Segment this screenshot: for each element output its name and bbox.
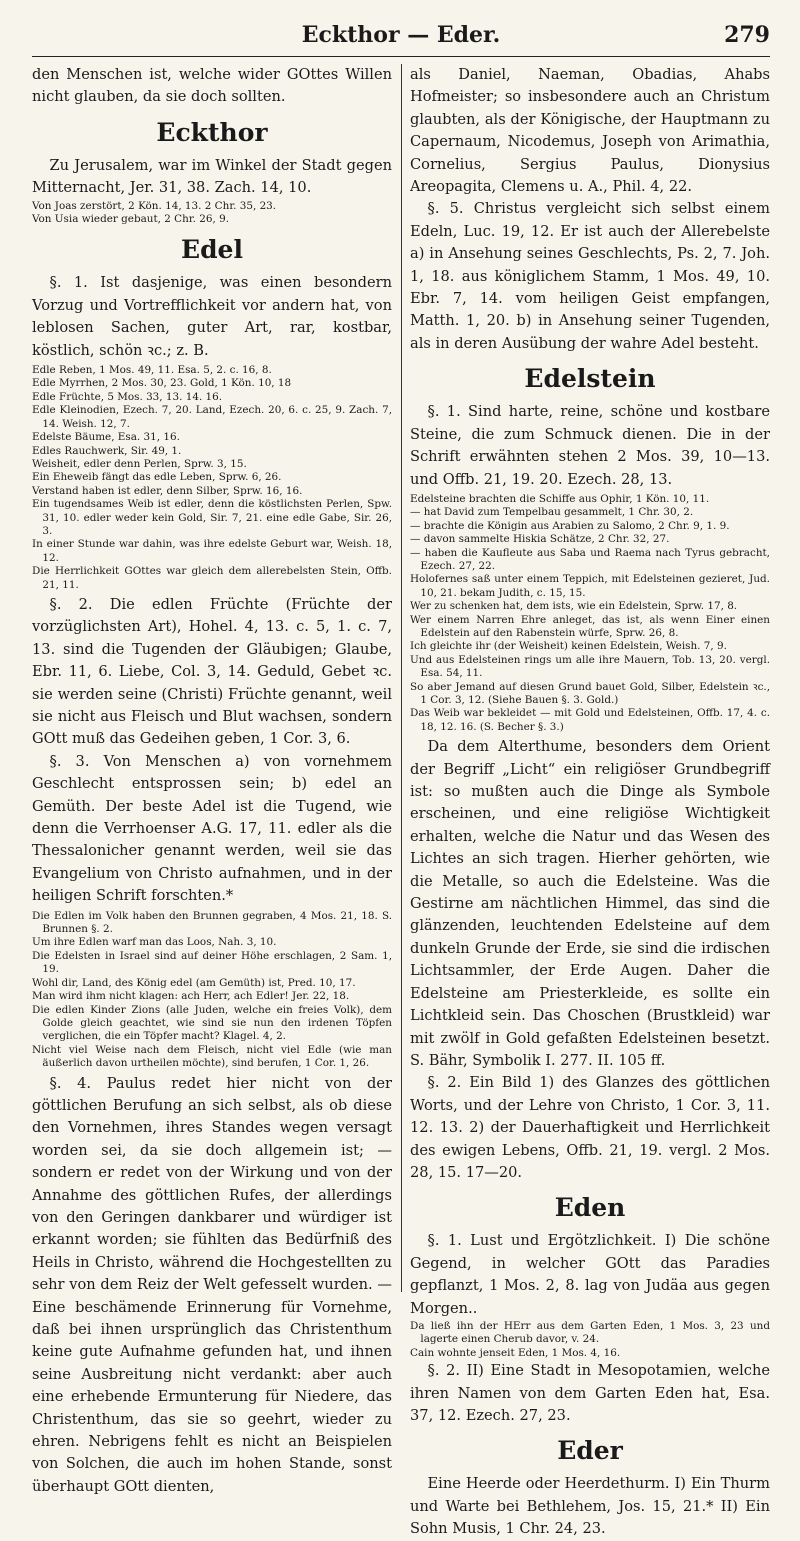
edel-ref: Edle Myrrhen, 2 Mos. 30, 23. Gold, 1 Kön. 10, 18 (32, 377, 292, 390)
edel-ref: Wohl dir, Land, des König edel (am Gemüth) ist, Pred. 10, 17. (32, 976, 356, 989)
eden-paragraph-2: §. 2. II) Eine Stadt in Mesopotamien, welche ihren Namen von dem Garten Eden hat, Esa. 37, 12. Ezech. 27, 23. (410, 1362, 770, 1424)
edelstein-ref: Und aus Edelsteinen rings um alle ihre Mauern, Tob. 13, 20. vergl. Esa. 54, 11. (410, 653, 770, 680)
entry-heading-edelstein: Edelstein (524, 364, 656, 394)
left-column (32, 64, 392, 1541)
edelstein-main-paragraph: Da dem Alterthume, besonders dem Orient der Begriff „Licht“ ein religiöser Grundbegriff ist: so mußten auch die Dinge als Symbole erscheinen, und eine religiöse Wichtigkeit erhalten, welche die Natur und das Wesen des Lichtes an sich tragen. Hierher gehörten, wie die Metalle, so auch die Edelsteine. Was die Gestirne am nächtlichen Himmel, das sind die glänzenden, leuchtenden Edelsteine auf dem dunkeln Grunde der Erde, sie sind die irdischen Lichtsammler, der Erde Augen. Daher die Edelsteine am Priesterkleide, es sollte ein Lichtkleid sein. Das Choschen (Brustkleid) war mit zwölf in Gold gefaßten Edelsteinen besetzt. S. Bähr, Symbolik I. 277. II. 105 ff. (410, 738, 770, 1069)
edel-ref: Ein Eheweib fängt das edle Leben, Sprw. 6, 26. (32, 471, 282, 484)
edel-ref: Die Herrlichkeit GOttes war gleich dem allerebelsten Stein, Offb. 21, 11. (32, 565, 392, 591)
edel-paragraph-4: §. 4. Paulus redet hier nicht von der göttlichen Berufung an sich selbst, als ob diese den Vornehmen, ihres Standes wegen versagt worden sei, da sie doch allgemein ist; — sondern er redet von der Wirkung und von der Annahme des göttlichen Rufes, der allerdings von den Geringen dankbarer und würdiger ist erkannt worden; sie fühlten das Bedürfniß des Heils in Christo, während die Hochgestellten zu sehr von dem Reiz der Welt gefesselt wurden. — Eine beschämende Erinnerung für Vornehme, daß bei ihnen ursprünglich das Christenthum keine gute Aufnahme gefunden hat, und ihnen seine Ausbreitung nicht verdankt: aber auch eine erhebende Ermunterung für Niedere, das Christenthum, das sie so geehrt, wieder zu ehren. Nebrigens fehlt es nicht an Beispielen von Solchen, die auch im hohen Stande, sonst überhaupt GOtt dienten, (32, 1074, 392, 1495)
edel-ref: Weisheit, edler denn Perlen, Sprw. 3, 15. (32, 457, 247, 470)
edelstein-paragraph-1: §. 1. Sind harte, reine, schöne und kostbare Steine, die zum Schmuck dienen. Die in der Schrift erwähnten stehen 2 Mos. 39, 10—13. und Offb. 21, 19. 20. Ezech. 28, 13. (410, 403, 770, 488)
eden-ref: Cain wohnte jenseit Eden, 1 Mos. 4, 16. (410, 1346, 621, 1359)
edel-ref: Edle Kleinodien, Ezech. 7, 20. Land, Ezech. 20, 6. c. 25, 9. Zach. 7, 14. Weish. 12, 7. (32, 404, 392, 430)
eckthor-text: Zu Jerusalem, war im Winkel der Stadt gegen Mitternacht, Jer. 31, 38. Zach. 14, 10. (32, 156, 392, 197)
entry-heading-eden: Eden (554, 1193, 626, 1223)
page-number: 279 (724, 22, 770, 48)
edel-ref: Um ihre Edlen warf man das Loos, Nah. 3, 10. (32, 936, 277, 949)
eden-paragraph-1: §. 1. Lust und Ergötzlichkeit. I) Die schöne Gegend, in welcher GOtt das Paradies gepflanzt, 1 Mos. 2, 8. lag von Judäa aus gegen Morgen.. (410, 1232, 770, 1317)
edel-ref: Die Edlen im Volk haben den Brunnen gegraben, 4 Mos. 21, 18. S. Brunnen §. 2. (32, 909, 392, 936)
eckthor-ref: Von Usia wieder gebaut, 2 Chr. 26, 9. (32, 213, 229, 226)
continued-paragraph: den Menschen ist, welche wider GOttes Willen nicht glauben, da sie doch sollten. (32, 66, 392, 106)
edel-ref: Ein tugendsames Weib ist edler, denn die köstlichsten Perlen, Spw. 31, 10. edler weder kein Gold, Sir. 7, 21. eine edle Gabe, Sir. 26, 3. (32, 498, 392, 537)
edelstein-ref: — haben die Kaufleute aus Saba und Raema nach Tyrus gebracht, Ezech. 27, 22. (410, 546, 770, 572)
edel-ref: Die Edelsten in Israel sind auf deiner Höhe erschlagen, 2 Sam. 1, 19. (32, 949, 392, 976)
edel-ref: Man wird ihm nicht klagen: ach Herr, ach Edler! Jer. 22, 18. (32, 990, 350, 1003)
right-column (410, 64, 770, 1541)
edelstein-ref: — brachte die Königin aus Arabien zu Salomo, 2 Chr. 9, 1. 9. (410, 519, 730, 532)
edelstein-ref: So aber Jemand auf diesen Grund bauet Gold, Silber, Edelstein ꝛc., 1 Cor. 3, 12. (Siehe Bauen §. 3. Gold.) (410, 680, 770, 706)
edelstein-paragraph-2: §. 2. Ein Bild 1) des Glanzes des göttlichen Worts, und der Lehre von Christo, 1 Cor. 3, 11. 12. 13. 2) der Dauerhaftigkeit und Herrlichkeit des ewigen Lebens, Offb. 21, 19. vergl. 2 Mos. 28, 15. 17—20. (410, 1074, 770, 1181)
edel-ref: Edle Früchte, 5 Mos. 33, 13. 14. 16. (32, 390, 223, 403)
edel-ref: Die edlen Kinder Zions (alle Juden, welche ein freies Volk), dem Golde gleich geachtet, wie sind sie nun den irdenen Töpfen verglichen, die ein Töpfer macht? Klagel. 4, 2. (32, 1003, 392, 1043)
edelstein-ref: Holofernes saß unter einem Teppich, mit Edelsteinen gezieret, Jud. 10, 21. bekam Judith, c. 15, 15. (410, 573, 770, 599)
edel-ref: Edles Rauchwerk, Sir. 49, 1. (32, 444, 182, 457)
edelstein-ref: Edelsteine brachten die Schiffe aus Ophir, 1 Kön. 10, 11. (410, 492, 710, 505)
edel-paragraph-3: §. 3. Von Menschen a) von vornehmem Geschlecht entsprossen sein; b) edel an Gemüth. Der beste Adel ist die Tugend, wie denn die Verrhoenser A.G. 17, 11. edler als die Thessalonicher genannt werden, weil sie das Evangelium von Christo aufnahmen, und in der heiligen Schrift forschten.* (32, 752, 392, 905)
edel-paragraph-2: §. 2. Die edlen Früchte (Früchte der vorzüglichsten Art), Hohel. 4, 13. c. 5, 1. c. 7, 13. sind die Tugenden der Gläubigen; Glaube, Ebr. 11, 6. Liebe, Col. 3, 14. Geduld, Gebet ꝛc. sie werden seine (Christi) Früchte genannt, weil sie nicht aus Fleisch und Blut wachsen, sondern GOtt muß das Gedeihen geben, 1 Cor. 3, 6. (32, 595, 392, 748)
edelstein-ref: Wer einem Narren Ehre anleget, das ist, als wenn Einer einen Edelstein auf den Rabenstein würfe, Sprw. 26, 8. (410, 613, 770, 639)
edel-ref: Nicht viel Weise nach dem Fleisch, nicht viel Edle (wie man äußerlich davon urtheilen möchte), sind berufen, 1 Cor. 1, 26. (32, 1043, 392, 1070)
eden-ref: Da ließ ihn der HErr aus dem Garten Eden, 1 Mos. 3, 23 und lagerte einen Cherub davor, v. 24. (410, 1319, 770, 1346)
edelstein-ref: Wer zu schenken hat, dem ists, wie ein Edelstein, Sprw. 17, 8. (410, 600, 738, 613)
edelstein-ref: Das Weib war bekleidet — mit Gold und Edelsteinen, Offb. 17, 4. c. 18, 12. 16. (S. Becher §. 3.) (410, 707, 770, 733)
entry-heading-eckthor: Eckthor (156, 117, 268, 147)
two-column-body (32, 64, 770, 1541)
edel-ref: Edle Reben, 1 Mos. 49, 11. Esa. 5, 2. c. 16, 8. (32, 364, 272, 377)
running-title: Eckthor — Eder. (301, 22, 501, 48)
edelstein-ref: — hat David zum Tempelbau gesammelt, 1 Chr. 30, 2. (410, 506, 694, 519)
edel-paragraph-1: §. 1. Ist dasjenige, was einen besondern Vorzug und Vortrefflichkeit vor andern hat, von leblosen Sachen, guter Art, rar, kostbar, köstlich, schön ꝛc.; z. B. (32, 274, 392, 359)
entry-heading-eder: Eder (557, 1436, 623, 1466)
edelstein-ref: Ich gleichte ihr (der Weisheit) keinen Edelstein, Weish. 7, 9. (410, 640, 727, 653)
edel-ref: Verstand haben ist edler, denn Silber, Sprw. 16, 16. (32, 484, 303, 497)
continued-paragraph: als Daniel, Naeman, Obadias, Ahabs Hofmeister; so insbesondere auch an Christum glaubten, als der Königische, der Hauptmann zu Capernaum, Nicodemus, Joseph von Arimathia, Cornelius, Sergius Paulus, Dionysius Areopagita, Clemens u. A., Phil. 4, 22. (410, 66, 770, 196)
edel-ref: Edelste Bäume, Esa. 31, 16. (32, 431, 180, 444)
eckthor-ref: Von Joas zerstört, 2 Kön. 14, 13. 2 Chr. 35, 23. (32, 199, 277, 212)
edel-ref: In einer Stunde war dahin, was ihre edelste Geburt war, Weish. 18, 12. (32, 538, 392, 564)
entry-heading-edel: Edel (181, 235, 243, 265)
running-header (32, 12, 770, 57)
edel-paragraph-5: §. 5. Christus vergleicht sich selbst einem Edeln, Luc. 19, 12. Er ist auch der Allerebelste a) in Ansehung seines Geschlechts, Ps. 2, 7. Joh. 1, 18. aus königlichem Stamm, 1 Mos. 49, 10. Ebr. 7, 14. vom heiligen Geist empfangen, Matth. 1, 20. b) in Ansehung seiner Tugenden, als in deren Ausübung der wahre Adel besteht. (410, 200, 770, 352)
edelstein-ref: — davon sammelte Hiskia Schätze, 2 Chr. 32, 27. (410, 533, 670, 546)
eder-paragraph-1: Eine Heerde oder Heerdethurm. I) Ein Thurm und Warte bei Bethlehem, Jos. 15, 21.* II) Ein Sohn Musis, 1 Chr. 24, 23. (410, 1475, 770, 1538)
column-divider (401, 64, 402, 1292)
